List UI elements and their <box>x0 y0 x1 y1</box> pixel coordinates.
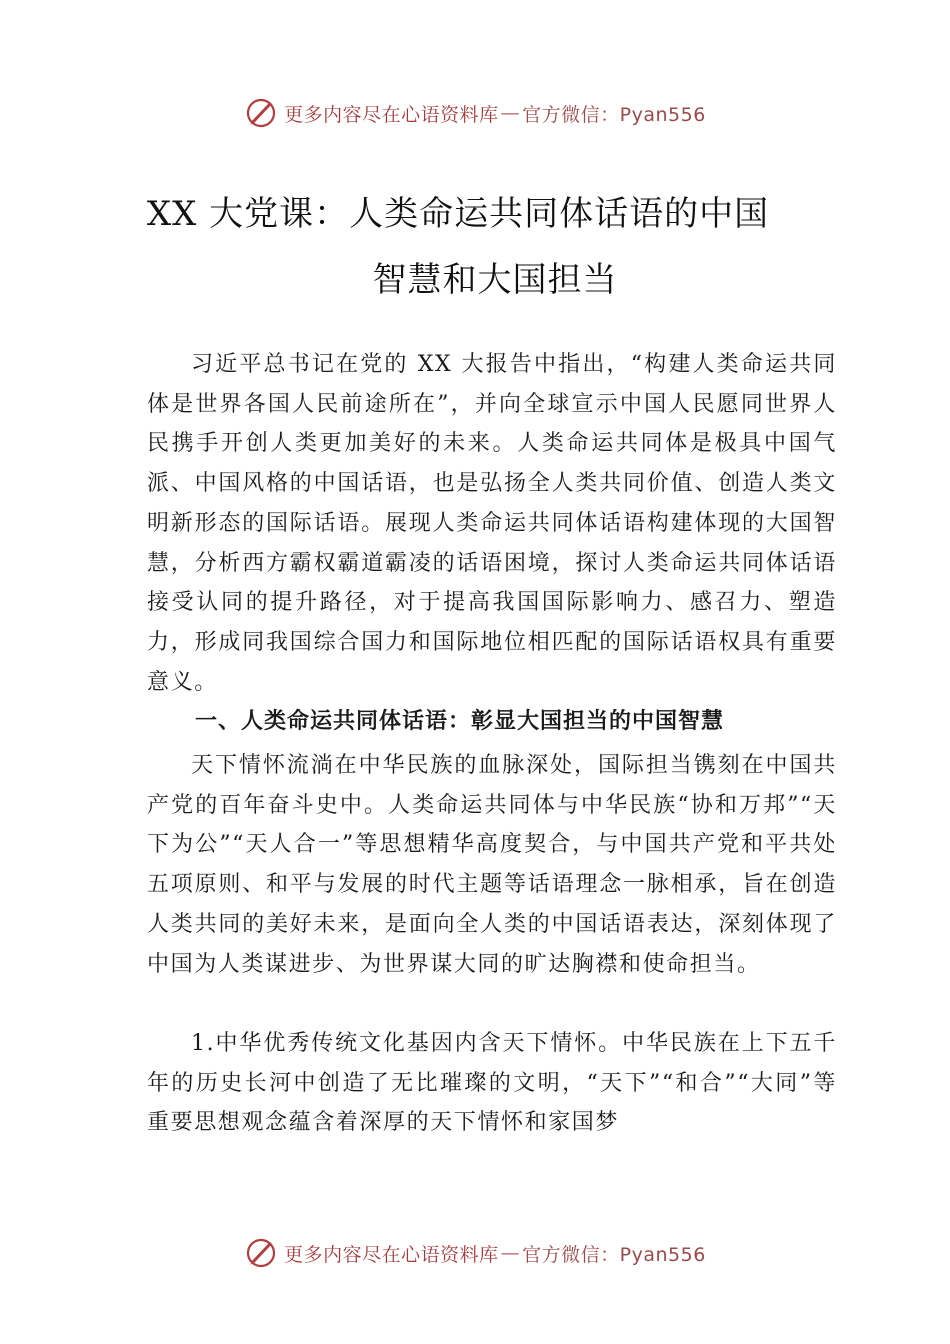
pen-logo-icon <box>244 1236 278 1270</box>
banner-text: 更多内容尽在心语资料库 <box>284 103 499 126</box>
section-heading: 一、人类命运共同体话语：彰显大国担当的中国智慧 <box>195 709 725 734</box>
intro-paragraph: 习近平总书记在党的 XX 大报告中指出，“构建人类命运共同体是世界各国人民前途所在”，并向全球宣示中国人民愿同世界人民携手开创人类更加美好的未来。人类命运共同体是极具中国气派、中国风格的中国话语，也是弘扬全人类共同价值、创造人类文明新形态的国际话语。展现人类命运共同体话语构建体现的大国智慧，分析西方霸权霸道霸凌的话语困境，探讨人类命运共同体话语接受认同的提升路径，对于提高我国国际影响力、感召力、塑造力，形成同我国综合国力和国际地位相匹配的国际话语权具有重要意义。 <box>147 352 837 695</box>
banner-separator: — <box>500 1242 521 1264</box>
pen-logo-icon <box>244 96 278 130</box>
banner-wechat: 官方微信：Pyan556 <box>522 103 706 126</box>
point-paragraph: 1.中华优秀传统文化基因内含天下情怀。中华民族在上下五千年的历史长河中创造了无比璀璨的文明，“天下”“和合”“大同”等重要思想观念蕴含着深厚的天下情怀和家国梦 <box>147 1031 837 1136</box>
banner-wechat: 官方微信：Pyan556 <box>522 1243 706 1266</box>
header-banner <box>0 96 950 130</box>
footer-banner <box>0 1236 950 1270</box>
section-paragraph: 天下情怀流淌在中华民族的血脉深处，国际担当镌刻在中国共产党的百年奋斗史中。人类命运共同体与中华民族“协和万邦”“天下为公”“天人合一”等思想精华高度契合，与中国共产党和平共处五项原则、和平与发展的时代主题等话语理念一脉相承，旨在创造人类共同的美好未来，是面向全人类的中国话语表达，深刻体现了中国为人类谋进步、为世界谋大同的旷达胸襟和使命担当。 <box>147 753 837 977</box>
banner-text: 更多内容尽在心语资料库 <box>284 1243 499 1266</box>
page-title-line2: 智慧和大国担当 <box>372 260 618 300</box>
banner-separator: — <box>500 102 521 124</box>
page-title-line1: XX 大党课：人类命运共同体话语的中国 <box>146 194 770 234</box>
